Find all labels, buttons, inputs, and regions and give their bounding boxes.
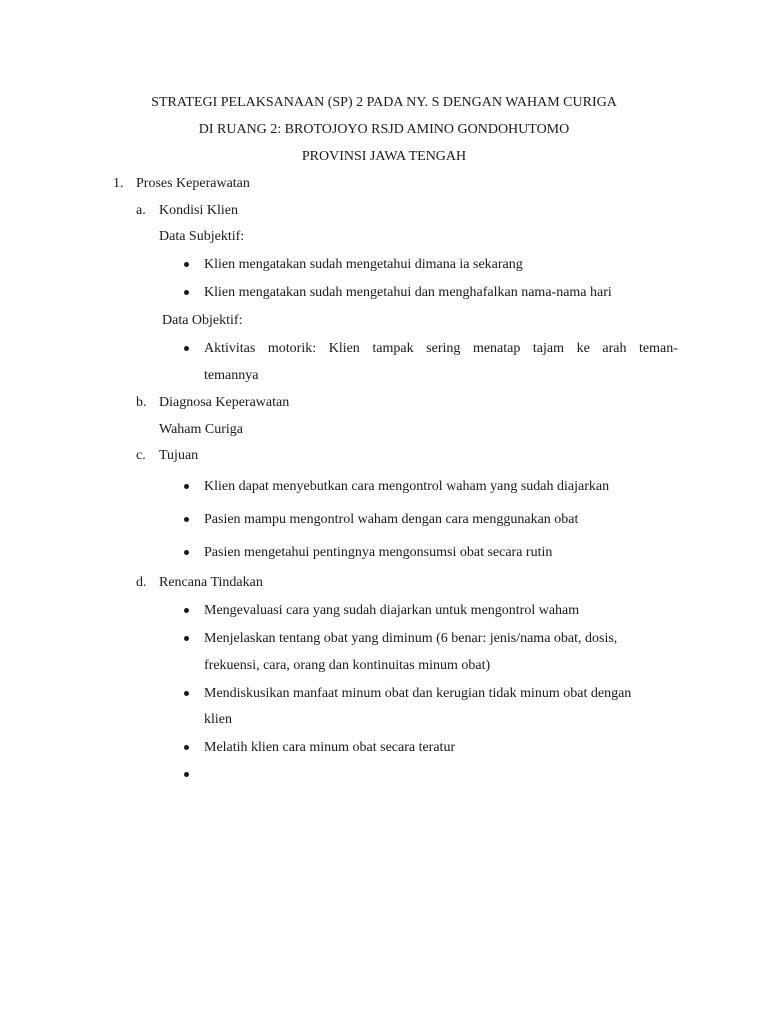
list-item: Pasien mampu mengontrol waham dengan cara menggunakan obat <box>204 512 579 527</box>
bullet-icon <box>184 290 189 295</box>
list-item-continuation: klien <box>204 712 232 727</box>
word: arah <box>602 341 627 356</box>
list-item: Klien dapat menyebutkan cara mengontrol waham yang sudah diajarkan <box>204 479 610 494</box>
list-item: Klien mengatakan sudah mengetahui dimana ia sekarang <box>204 257 523 272</box>
list-item: Mengevaluasi cara yang sudah diajarkan untuk mengontrol waham <box>204 603 580 618</box>
list-item: Melatih klien cara minum obat secara teratur <box>204 740 456 755</box>
list-item: Pasien mengetahui pentingnya mengonsumsi obat secara rutin <box>204 545 553 560</box>
bullet-icon <box>184 484 189 489</box>
bullet-icon <box>184 517 189 522</box>
word: teman- <box>639 341 678 356</box>
subsection-marker-d: d. <box>136 575 147 590</box>
bullet-icon <box>184 262 189 267</box>
bullet-icon <box>184 346 189 351</box>
list-item: Mendiskusikan manfaat minum obat dan kerugian tidak minum obat dengan <box>204 686 632 701</box>
subsection-heading-rencana: Rencana Tindakan <box>159 575 263 590</box>
subsection-marker-b: b. <box>136 395 147 410</box>
section-heading: Proses Keperawatan <box>136 176 250 191</box>
bullet-icon <box>184 608 189 613</box>
word: sering <box>426 341 461 356</box>
subjective-data-label: Data Subjektif: <box>159 229 245 244</box>
subsection-marker-c: c. <box>136 448 146 463</box>
word: ke <box>576 341 590 356</box>
objective-data-label: Data Objektif: <box>162 313 243 328</box>
list-item: Klien mengatakan sudah mengetahui dan menghafalkan nama-nama hari <box>204 285 612 300</box>
subsection-heading-tujuan: Tujuan <box>159 448 199 463</box>
word: tampak <box>372 341 414 356</box>
word: motorik: <box>267 341 317 356</box>
title-line-2: DI RUANG 2: BROTOJOYO RSJD AMINO GONDOHUTOMO <box>198 122 570 137</box>
subsection-heading-kondisi: Kondisi Klien <box>159 203 238 218</box>
word: Aktivitas <box>204 341 256 356</box>
objective-item <box>204 340 678 358</box>
bullet-icon-empty-item <box>184 772 189 777</box>
title-line-1: STRATEGI PELAKSANAAN (SP) 2 PADA NY. S DENGAN WAHAM CURIGA <box>151 95 617 110</box>
subsection-marker-a: a. <box>136 203 146 218</box>
bullet-icon <box>184 745 189 750</box>
diagnosis-value: Waham Curiga <box>159 422 244 437</box>
list-item: Menjelaskan tentang obat yang diminum (6 benar: jenis/nama obat, dosis, <box>204 631 618 646</box>
word: tajam <box>532 341 565 356</box>
objective-item-continuation: temannya <box>204 368 259 383</box>
title-line-3: PROVINSI JAWA TENGAH <box>301 149 467 164</box>
bullet-icon <box>184 636 189 641</box>
subsection-heading-diagnosa: Diagnosa Keperawatan <box>159 395 290 410</box>
section-number: 1. <box>113 176 124 191</box>
bullet-icon <box>184 691 189 696</box>
word: Klien <box>328 341 360 356</box>
bullet-icon <box>184 550 189 555</box>
list-item-continuation: frekuensi, cara, orang dan kontinuitas minum obat) <box>204 658 491 673</box>
word: menatap <box>472 341 521 356</box>
